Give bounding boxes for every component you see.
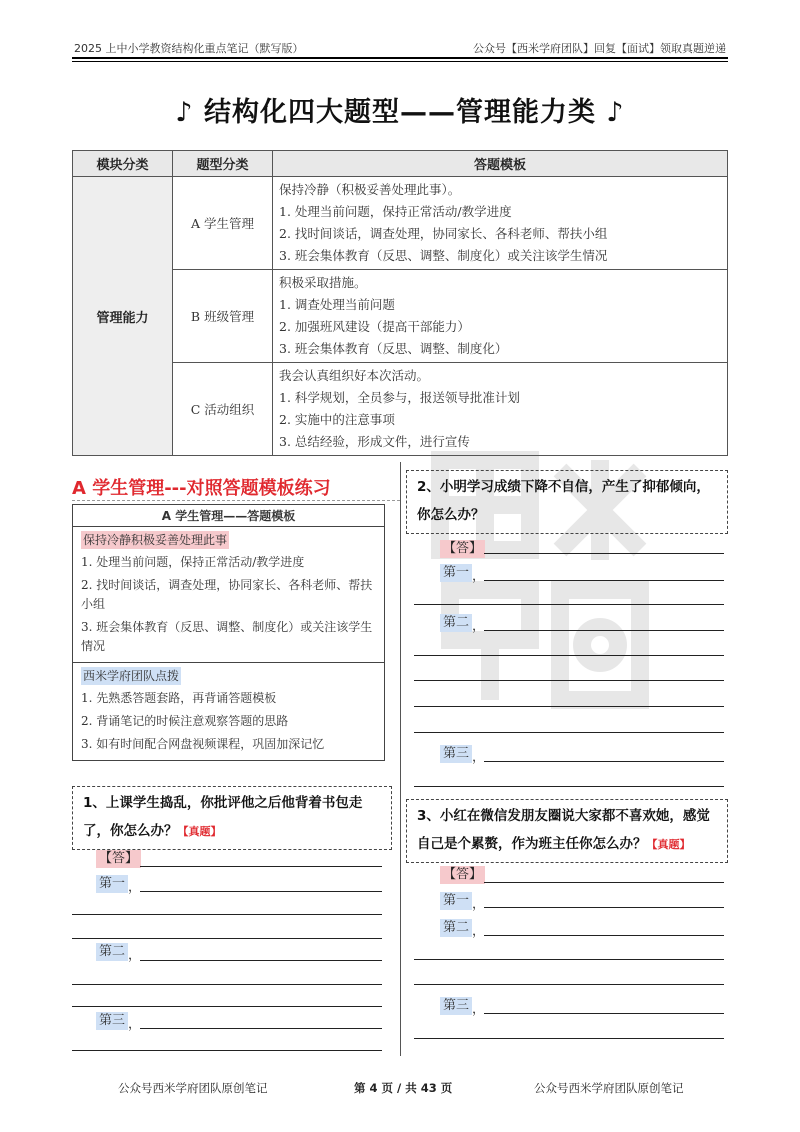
answer-line[interactable] (72, 938, 382, 939)
category-cell: 管理能力 (73, 177, 173, 456)
answer-line[interactable] (414, 706, 724, 707)
tip-item: 1. 先熟悉答题套路，再背诵答题模板 (81, 691, 277, 705)
template-line: 1. 科学规划，全员参与，报送领导批准计划 (279, 390, 520, 405)
answer-line[interactable] (414, 604, 724, 605)
section-underline (72, 500, 400, 501)
question-text: 2、小明学习成绩下降不自信，产生了抑郁倾向，你怎么办？ (417, 479, 710, 523)
comma: ， (472, 619, 486, 634)
page-number: 第 4 页 / 共 43 页 (354, 1081, 453, 1095)
column-divider (400, 462, 401, 1056)
answer-line[interactable] (72, 914, 382, 915)
comma: ， (128, 948, 142, 963)
step-label-second: 第二 (440, 919, 472, 937)
template-line: 3. 班会集体教育（反思、调整、制度化） (279, 341, 508, 356)
table-header-cell: 答题模板 (273, 151, 728, 177)
step-label-second: 第二 (440, 614, 472, 632)
type-cell: A 学生管理 (173, 177, 273, 270)
exam-tag: 【真题】 (177, 825, 222, 838)
answer-line[interactable] (140, 1028, 382, 1029)
section-title: A 学生管理---对照答题模板练习 (72, 478, 331, 499)
page-title: ♪ 结构化四大题型——管理能力类 ♪ (175, 97, 625, 128)
comma: ， (128, 1017, 142, 1032)
tip-item: 2. 背诵笔记的时候注意观察答题的思路 (81, 714, 289, 728)
tips-label: 西米学府团队点拨 (83, 669, 180, 683)
highlight-label: 保持冷静积极妥善处理此事 (83, 533, 228, 547)
answer-line[interactable] (414, 1038, 724, 1039)
step-label-third: 第三 (440, 745, 472, 763)
tips-box-part (73, 662, 384, 760)
template-line: 1. 调查处理当前问题 (279, 297, 395, 312)
answer-line[interactable] (72, 1006, 382, 1007)
header-rule (72, 57, 728, 59)
question-box-3 (406, 799, 728, 863)
template-cell (273, 177, 728, 270)
step-label-first: 第一 (96, 875, 128, 893)
comma: ， (472, 924, 486, 939)
template-cell (273, 363, 728, 456)
exam-tag: 【真题】 (646, 838, 691, 851)
answer-label: 【答】 (96, 850, 141, 868)
answer-line[interactable] (140, 960, 382, 961)
answer-line[interactable] (140, 866, 382, 867)
answer-line[interactable] (414, 680, 724, 681)
step-label-first: 第一 (440, 892, 472, 910)
question-box-1 (72, 786, 392, 850)
question-box-2 (406, 470, 728, 534)
answer-line[interactable] (140, 891, 382, 892)
answer-line[interactable] (414, 786, 724, 787)
answer-line[interactable] (484, 907, 724, 908)
answer-line[interactable] (484, 553, 724, 554)
answer-label: 【答】 (440, 540, 485, 558)
answer-line[interactable] (414, 984, 724, 985)
page-footer (0, 1080, 800, 1100)
footer-left-text: 公众号西米学府团队原创笔记 (118, 1081, 268, 1095)
template-line: 2. 找时间谈话，调查处理，协同家长、各科老师、帮扶小组 (279, 226, 608, 241)
table-row (73, 177, 728, 270)
comma: ， (472, 569, 486, 584)
page-header (72, 38, 728, 56)
template-line: 积极采取措施。 (279, 275, 367, 290)
step-label-second: 第二 (96, 943, 128, 961)
table-header-row (73, 151, 728, 177)
step-label-first: 第一 (440, 564, 472, 582)
answer-line[interactable] (484, 630, 724, 631)
answer-line[interactable] (72, 984, 382, 985)
template-item: 1. 处理当前问题，保持正常活动/教学进度 (81, 555, 305, 569)
answer-line[interactable] (484, 580, 724, 581)
comma: ， (472, 750, 486, 765)
table-header-cell: 题型分类 (173, 151, 273, 177)
header-left-text: 2025 上中小学教资结构化重点笔记（默写版） (74, 42, 304, 55)
template-line: 保持冷静（积极妥善处理此事）。 (279, 182, 461, 197)
comma: ， (472, 1002, 486, 1017)
template-line: 3. 班会集体教育（反思、调整、制度化）或关注该学生情况 (279, 248, 608, 263)
answer-line[interactable] (484, 761, 724, 762)
template-line: 1. 处理当前问题，保持正常活动/教学进度 (279, 204, 512, 219)
type-cell: B 班级管理 (173, 270, 273, 363)
step-label-third: 第三 (96, 1012, 128, 1030)
comma: ， (128, 880, 142, 895)
template-line: 2. 加强班风建设（提高干部能力） (279, 319, 470, 334)
template-item: 2. 找时间谈话，调查处理，协同家长、各科老师、帮扶小组 (81, 578, 373, 611)
question-text: 1、上课学生捣乱，你批评他之后他背着书包走了，你怎么办？ (83, 795, 363, 839)
answer-line[interactable] (484, 935, 724, 936)
question-text: 3、小红在微信发朋友圈说大家都不喜欢她，感觉自己是个累赘，作为班主任你怎么办？ (417, 808, 710, 852)
step-label-third: 第三 (440, 997, 472, 1015)
answer-line[interactable] (414, 959, 724, 960)
answer-line[interactable] (414, 655, 724, 656)
header-rule-thin (72, 61, 728, 62)
comma: ， (472, 897, 486, 912)
template-cell (273, 270, 728, 363)
answer-label: 【答】 (440, 866, 485, 884)
answer-line[interactable] (484, 1013, 724, 1014)
header-right-text: 公众号【西米学府团队】回复【面试】领取真题逆递 (473, 42, 726, 55)
template-box-part (73, 527, 384, 662)
template-line: 我会认真组织好本次活动。 (279, 368, 430, 383)
template-box (72, 504, 385, 761)
table-header-cell: 模块分类 (73, 151, 173, 177)
footer-right-text: 公众号西米学府团队原创笔记 (534, 1081, 684, 1095)
answer-line[interactable] (72, 1050, 382, 1051)
template-line: 2. 实施中的注意事项 (279, 412, 395, 427)
answer-line[interactable] (414, 732, 724, 733)
template-line: 3. 总结经验，形成文件，进行宣传 (279, 434, 470, 449)
template-table (72, 150, 728, 456)
template-item: 3. 班会集体教育（反思、调整、制度化）或关注该学生情况 (81, 620, 373, 653)
template-box-title: A 学生管理——答题模板 (73, 505, 384, 527)
tip-item: 3. 如有时间配合网盘视频课程，巩固加深记忆 (81, 737, 325, 751)
type-cell: C 活动组织 (173, 363, 273, 456)
answer-line[interactable] (484, 882, 724, 883)
